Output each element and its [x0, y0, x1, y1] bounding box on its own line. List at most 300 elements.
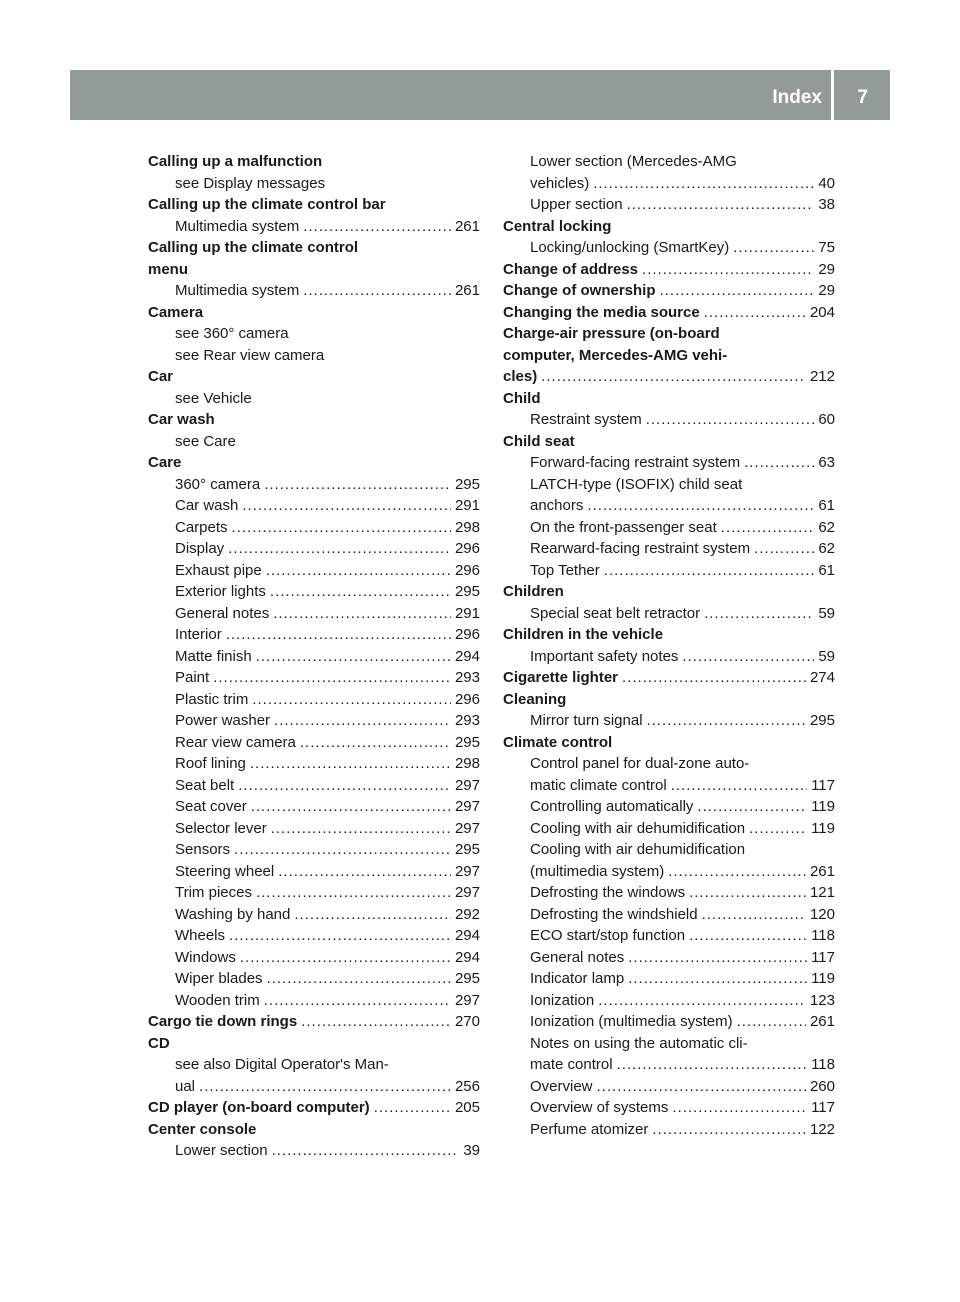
entry-text: Wooden trim	[175, 991, 260, 1009]
page-reference[interactable]: 40	[818, 174, 835, 192]
dot-leader	[240, 947, 451, 969]
dot-leader	[704, 603, 814, 625]
entry-text: Top Tether	[530, 561, 600, 579]
index-subentry	[148, 1076, 480, 1098]
index-entry	[148, 194, 480, 216]
entry-text: Defrosting the windows	[530, 884, 686, 901]
entry-text: Control panel for dual-zone auto-	[530, 755, 750, 772]
entry-text: Selector lever	[175, 819, 267, 837]
entry-text: Charge-air pressure (on-board	[503, 325, 720, 342]
entry-text: see Display messages	[175, 174, 326, 192]
index-subentry	[503, 1119, 835, 1141]
index-subentry	[503, 710, 835, 732]
entry-text: see 360° camera	[175, 325, 289, 342]
dot-leader	[303, 280, 451, 302]
page-reference[interactable]: 297	[454, 798, 480, 815]
index-subentry	[148, 775, 480, 797]
index-subentry	[503, 495, 835, 517]
page-reference[interactable]: 297	[454, 884, 480, 901]
entry-text: Lower section (Mercedes-AMG	[530, 153, 737, 170]
entry-text: Child seat	[503, 432, 575, 450]
dot-leader	[374, 1097, 451, 1119]
index-subentry	[503, 646, 835, 668]
index-subentry	[148, 861, 480, 883]
entry-text: ual	[175, 1077, 196, 1095]
index-subentry	[503, 904, 835, 926]
entry-text: Ionization (multimedia system)	[530, 1013, 733, 1030]
page-reference[interactable]: 61	[818, 497, 835, 514]
entry-text: Center console	[148, 1120, 257, 1138]
index-subentry	[503, 1033, 835, 1055]
entry-text: Steering wheel	[175, 862, 275, 880]
dot-leader	[744, 452, 814, 474]
page-reference[interactable]: 297	[454, 819, 480, 837]
dot-leader	[660, 280, 815, 302]
page-number: 7	[857, 87, 868, 108]
index-subentry	[503, 173, 835, 195]
page-reference[interactable]: 61	[818, 561, 835, 579]
entry-text: Change of ownership	[503, 282, 656, 299]
page-reference[interactable]: 297	[454, 862, 480, 880]
entry-text: Rearward-facing restraint system	[530, 540, 751, 557]
dot-leader	[689, 925, 807, 947]
index-subentry	[503, 818, 835, 840]
index-entry	[503, 624, 835, 646]
page-reference[interactable]: 59	[818, 647, 835, 665]
entry-text: Rear view camera	[175, 733, 296, 751]
dot-leader	[270, 581, 451, 603]
index-entry	[503, 431, 835, 453]
entry-text: Upper section	[530, 196, 623, 213]
dot-leader	[266, 560, 451, 582]
index-entry	[148, 302, 480, 324]
entry-text: General notes	[530, 948, 625, 966]
entry-text: Children in the vehicle	[503, 626, 664, 643]
entry-text: Perfume atomizer	[530, 1120, 649, 1138]
index-entry	[503, 302, 835, 324]
dot-leader	[264, 990, 451, 1012]
index-subentry	[503, 452, 835, 474]
index-subentry	[148, 968, 480, 990]
entry-text: Calling up the climate control	[148, 239, 359, 256]
page-reference[interactable]: 59	[818, 604, 835, 622]
entry-text: Indicator lamp	[530, 970, 625, 987]
page-reference[interactable]: 296	[454, 540, 480, 557]
index-subentry	[148, 667, 480, 689]
entry-text: 360° camera	[175, 475, 261, 493]
page-reference[interactable]: 261	[454, 217, 480, 235]
dot-leader	[278, 861, 451, 883]
entry-text: Special seat belt retractor	[530, 604, 701, 622]
index-entry	[148, 1119, 480, 1141]
index-entry	[148, 409, 480, 431]
entry-text: CD	[148, 1034, 170, 1052]
dot-leader	[274, 710, 451, 732]
dot-leader	[273, 603, 451, 625]
dot-leader	[229, 925, 451, 947]
dot-leader	[303, 216, 451, 238]
entry-text: Seat belt	[175, 776, 235, 794]
dot-leader	[226, 624, 451, 646]
page-reference[interactable]: 62	[818, 518, 835, 536]
entry-text: vehicles)	[530, 174, 590, 192]
dot-leader	[622, 667, 806, 689]
entry-text: Roof lining	[175, 755, 246, 772]
header-divider	[831, 70, 834, 120]
index-subentry	[148, 1054, 480, 1076]
page-reference[interactable]: 39	[463, 1142, 480, 1159]
entry-text: Sensors	[175, 841, 231, 858]
dot-leader	[598, 990, 806, 1012]
index-subentry	[148, 646, 480, 668]
entry-text: Car wash	[175, 497, 239, 514]
index-entry	[148, 259, 480, 281]
index-subentry	[148, 796, 480, 818]
index-entry	[503, 388, 835, 410]
page-reference[interactable]: 118	[811, 927, 835, 944]
entry-text: computer, Mercedes-AMG vehi-	[503, 346, 728, 364]
page-reference[interactable]: 119	[811, 819, 835, 837]
dot-leader	[264, 474, 451, 496]
page-reference[interactable]: 118	[811, 1056, 835, 1073]
index-subentry	[503, 1011, 835, 1033]
dot-leader	[294, 904, 451, 926]
entry-text: Overview of systems	[530, 1099, 669, 1116]
index-subentry	[503, 796, 835, 818]
index-subentry	[148, 560, 480, 582]
entry-text: Paint	[175, 669, 210, 686]
entry-text: Mirror turn signal	[530, 712, 643, 729]
dot-leader	[272, 1140, 460, 1162]
entry-text: Changing the media source	[503, 303, 700, 321]
page-reference[interactable]: 295	[454, 970, 480, 987]
index-subentry	[503, 1054, 835, 1076]
dot-leader	[733, 237, 814, 259]
page-reference[interactable]: 294	[454, 647, 480, 665]
dot-leader	[671, 775, 807, 797]
entry-text: Multimedia system	[175, 217, 300, 235]
dot-leader	[213, 667, 451, 689]
page-reference[interactable]: 295	[454, 475, 480, 493]
entry-text: On the front-passenger seat	[530, 518, 717, 536]
index-entry	[503, 259, 835, 281]
entry-text: Calling up a malfunction	[148, 153, 323, 170]
index-entry	[148, 1097, 480, 1119]
entry-text: Care	[148, 454, 182, 471]
page-reference[interactable]: 296	[454, 561, 480, 579]
entry-text: Calling up the climate control bar	[148, 196, 386, 213]
index-entry	[148, 452, 480, 474]
page-reference[interactable]: 261	[809, 1013, 835, 1030]
index-subentry	[148, 173, 480, 195]
page-reference[interactable]: 297	[454, 776, 480, 794]
dot-leader	[238, 775, 451, 797]
index-subentry	[148, 1140, 480, 1162]
entry-text: (multimedia system)	[530, 862, 665, 880]
entry-text: Controlling automatically	[530, 798, 694, 815]
page-reference[interactable]: 122	[809, 1120, 835, 1138]
dot-leader	[652, 1119, 806, 1141]
dot-leader	[597, 1076, 806, 1098]
dot-leader	[702, 904, 806, 926]
index-subentry	[148, 882, 480, 904]
page-reference[interactable]: 121	[809, 884, 835, 901]
dot-leader	[672, 1097, 807, 1119]
dot-leader	[604, 560, 815, 582]
index-subentry	[503, 538, 835, 560]
entry-text: Defrosting the windshield	[530, 905, 698, 923]
dot-leader	[267, 968, 451, 990]
index-subentry	[503, 474, 835, 496]
index-subentry	[503, 1097, 835, 1119]
page-reference[interactable]: 63	[818, 454, 835, 471]
page-reference[interactable]: 62	[818, 540, 835, 557]
entry-text: ECO start/stop function	[530, 927, 686, 944]
dot-leader	[256, 646, 451, 668]
entry-text: General notes	[175, 604, 270, 622]
index-subentry	[148, 431, 480, 453]
index-column-left	[148, 151, 480, 1162]
index-entry	[503, 280, 835, 302]
section-title: Index	[772, 87, 822, 108]
page-reference[interactable]: 204	[809, 303, 835, 321]
dot-leader	[628, 947, 807, 969]
index-entry	[148, 151, 480, 173]
index-subentry	[503, 560, 835, 582]
dot-leader	[749, 818, 807, 840]
index-entry	[503, 323, 835, 345]
page-reference[interactable]: 119	[811, 798, 835, 815]
index-subentry	[148, 624, 480, 646]
page-reference[interactable]: 123	[809, 991, 835, 1009]
page-reference[interactable]: 260	[809, 1077, 835, 1095]
index-subentry	[503, 990, 835, 1012]
entry-text: Cooling with air dehumidification	[530, 819, 746, 837]
index-subentry	[148, 818, 480, 840]
entry-text: cles)	[503, 368, 538, 385]
page-reference[interactable]: 117	[811, 776, 835, 794]
index-subentry	[503, 925, 835, 947]
entry-text: anchors	[530, 497, 584, 514]
page-reference[interactable]: 293	[454, 712, 480, 729]
dot-leader	[642, 259, 814, 281]
index-subentry	[503, 947, 835, 969]
page-reference[interactable]: 298	[454, 755, 480, 772]
entry-text: Power washer	[175, 712, 271, 729]
page-reference[interactable]: 296	[454, 690, 480, 708]
entry-text: Seat cover	[175, 798, 247, 815]
dot-leader	[647, 710, 806, 732]
page-reference[interactable]: 261	[809, 862, 835, 880]
entry-text: Cooling with air dehumidification	[530, 841, 746, 858]
entry-text: Restraint system	[530, 411, 642, 428]
page-reference[interactable]: 119	[811, 970, 835, 987]
index-subentry	[148, 904, 480, 926]
entry-text: matic climate control	[530, 776, 667, 794]
dot-leader	[617, 1054, 808, 1076]
index-subentry	[148, 216, 480, 238]
entry-text: Exhaust pipe	[175, 561, 262, 579]
page-reference[interactable]: 29	[818, 282, 835, 299]
page-reference[interactable]: 117	[811, 1099, 835, 1116]
index-subentry	[148, 732, 480, 754]
index-entry	[503, 732, 835, 754]
dot-leader	[250, 753, 451, 775]
dot-leader	[628, 968, 807, 990]
index-entry	[148, 237, 480, 259]
index-subentry	[503, 839, 835, 861]
entry-text: Display	[175, 540, 225, 557]
index-subentry	[148, 925, 480, 947]
page-reference[interactable]: 274	[809, 669, 835, 686]
entry-text: see also Digital Operator's Man-	[175, 1056, 389, 1073]
index-subentry	[503, 603, 835, 625]
entry-text: Overview	[530, 1077, 593, 1095]
entry-text: see Rear view camera	[175, 346, 325, 364]
entry-text: Car wash	[148, 411, 215, 428]
index-subentry	[503, 753, 835, 775]
index-entry	[148, 1011, 480, 1033]
dot-leader	[593, 173, 814, 195]
index-entry	[503, 581, 835, 603]
index-entry	[148, 1033, 480, 1055]
index-subentry	[148, 345, 480, 367]
entry-text: Forward-facing restraint system	[530, 454, 741, 471]
page-reference[interactable]: 212	[809, 368, 835, 385]
index-subentry	[148, 388, 480, 410]
entry-text: Notes on using the automatic cli-	[530, 1034, 748, 1052]
entry-text: Windows	[175, 948, 236, 966]
index-subentry	[148, 753, 480, 775]
entry-text: CD player (on-board computer)	[148, 1099, 370, 1116]
page-reference[interactable]: 256	[454, 1077, 480, 1095]
index-subentry	[148, 538, 480, 560]
page-reference[interactable]: 75	[818, 239, 835, 256]
entry-text: Change of address	[503, 260, 639, 278]
page-reference[interactable]: 294	[454, 948, 480, 966]
page-reference[interactable]: 60	[818, 411, 835, 428]
page-reference[interactable]: 291	[454, 604, 480, 622]
entry-text: LATCH-type (ISOFIX) child seat	[530, 475, 743, 493]
page-reference[interactable]: 293	[454, 669, 480, 686]
dot-leader	[754, 538, 814, 560]
page-reference[interactable]: 296	[454, 626, 480, 643]
entry-text: Cleaning	[503, 690, 567, 708]
page-reference[interactable]: 298	[454, 518, 480, 536]
entry-text: Locking/unlocking (SmartKey)	[530, 239, 730, 256]
index-subentry	[148, 280, 480, 302]
entry-text: Interior	[175, 626, 222, 643]
dot-leader	[646, 409, 815, 431]
entry-text: see Vehicle	[175, 389, 252, 407]
page-reference[interactable]: 29	[818, 260, 835, 278]
page-reference[interactable]: 38	[818, 196, 835, 213]
page-reference[interactable]: 270	[454, 1013, 480, 1030]
index-entry	[148, 366, 480, 388]
index-entry	[503, 366, 835, 388]
dot-leader	[251, 796, 451, 818]
header-bar	[70, 70, 890, 120]
index-entry	[503, 216, 835, 238]
page-reference[interactable]: 295	[809, 712, 835, 729]
index-subentry	[503, 861, 835, 883]
index-subentry	[148, 689, 480, 711]
dot-leader	[697, 796, 807, 818]
dot-leader	[682, 646, 814, 668]
page-reference[interactable]: 294	[454, 927, 480, 944]
page-reference[interactable]: 117	[811, 948, 835, 966]
entry-text: Trim pieces	[175, 884, 252, 901]
dot-leader	[587, 495, 814, 517]
page-reference[interactable]: 261	[454, 282, 480, 299]
page-reference[interactable]: 292	[454, 905, 480, 923]
dot-leader	[234, 839, 451, 861]
index-subentry	[148, 323, 480, 345]
entry-text: Carpets	[175, 518, 228, 536]
dot-leader	[668, 861, 806, 883]
entry-text: Central locking	[503, 217, 612, 235]
dot-leader	[252, 689, 451, 711]
page-reference[interactable]: 205	[454, 1099, 480, 1116]
page-reference[interactable]: 291	[454, 497, 480, 514]
index-entry	[503, 345, 835, 367]
entry-text: Exterior lights	[175, 583, 266, 600]
entry-text: Wiper blades	[175, 970, 263, 987]
dot-leader	[300, 732, 451, 754]
index-subentry	[148, 710, 480, 732]
entry-text: Climate control	[503, 733, 613, 751]
dot-leader	[704, 302, 806, 324]
entry-text: Cargo tie down rings	[148, 1013, 298, 1030]
dot-leader	[627, 194, 815, 216]
entry-text: Important safety notes	[530, 647, 679, 665]
index-subentry	[503, 151, 835, 173]
entry-text: see Care	[175, 432, 236, 450]
page-reference[interactable]: 295	[454, 733, 480, 751]
index-subentry	[148, 581, 480, 603]
page-reference[interactable]: 295	[454, 583, 480, 600]
dot-leader	[199, 1076, 451, 1098]
entry-text: Multimedia system	[175, 282, 300, 299]
dot-leader	[232, 517, 451, 539]
dot-leader	[271, 818, 451, 840]
dot-leader	[256, 882, 451, 904]
index-subentry	[503, 237, 835, 259]
entry-text: Wheels	[175, 927, 226, 944]
index-subentry	[503, 517, 835, 539]
index-subentry	[148, 990, 480, 1012]
index-entry	[503, 689, 835, 711]
index-subentry	[148, 474, 480, 496]
entry-text: mate control	[530, 1056, 613, 1073]
entry-text: Lower section	[175, 1142, 268, 1159]
entry-text: Children	[503, 583, 564, 600]
dot-leader	[737, 1011, 806, 1033]
index-subentry	[503, 1076, 835, 1098]
dot-leader	[228, 538, 451, 560]
page-reference[interactable]: 295	[454, 841, 480, 858]
dot-leader	[721, 517, 815, 539]
page-reference[interactable]: 297	[454, 991, 480, 1009]
entry-text: Car	[148, 368, 174, 385]
dot-leader	[242, 495, 451, 517]
entry-text: Cigarette lighter	[503, 669, 619, 686]
page-reference[interactable]: 120	[809, 905, 835, 923]
index-subentry	[503, 968, 835, 990]
dot-leader	[541, 366, 806, 388]
index-column-right	[503, 151, 835, 1140]
index-subentry	[148, 603, 480, 625]
